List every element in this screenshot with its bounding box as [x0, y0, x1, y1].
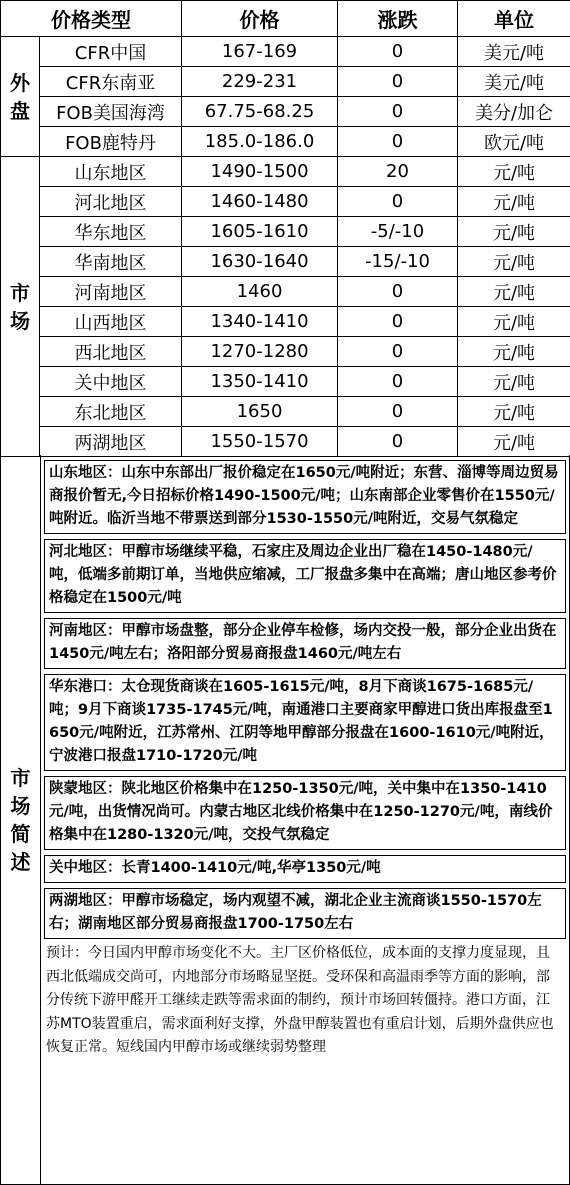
table-row: [1, 37, 570, 67]
table-row: [1, 217, 570, 247]
change-cell: 0: [338, 127, 458, 157]
change-cell: 20: [338, 157, 458, 187]
summary-label-char: 市: [10, 765, 31, 790]
summary-paragraph-hubei-hunan: 两湖地区：甲醇市场稳定，场内观望不减，湖北企业主流商谈1550-1570左右；湖南地区部分贸易商报盘1700-1750左右: [44, 888, 566, 939]
price-type-cell: 东北地区: [40, 397, 182, 427]
table-row: [1, 427, 570, 457]
group-label-char: 盘: [10, 98, 30, 123]
change-cell: 0: [338, 367, 458, 397]
summary-group-label: [0, 455, 41, 1185]
summary-forecast: 预计：今日国内甲醇市场变化不大。主厂区价格低位，成本面的支撑力度显现，且西北低端成交尚可，内地部分市场略显坚挺。受环保和高温雨季等方面的影响，部分传统下游甲醛开工继续走跌等需求面的制约，预计市场回转僵持。港口方面，江苏MTO装置重启，需求面利好支撑，外盘甲醇装置也有重启计划，后期外盘供应也恢复正常。短线国内甲醇市场或继续弱势整理: [46, 945, 554, 1055]
summary-paragraph-east-china-port: 华东港口：太仓现货商谈在1605-1615元/吨，8月下商谈1675-1685元/吨；9月下商谈1735-1745元/吨，南通港口主要商家甲醇进口货出库报盘至1650元/吨附近，江苏常州、江阴等地甲醇部分报盘在1600-1610元/吨附近，宁波港口报盘1710-1720元/吨: [44, 674, 566, 771]
table-row: [1, 127, 570, 157]
change-cell: 0: [338, 397, 458, 427]
unit-cell: 美元/吨: [458, 37, 570, 67]
table-row: [1, 307, 570, 337]
table-row: [1, 97, 570, 127]
price-type-cell: 山东地区: [40, 157, 182, 187]
price-cell: 1490-1500: [182, 157, 338, 187]
table-row: [1, 337, 570, 367]
price-type-cell: FOB鹿特丹: [40, 127, 182, 157]
table-row: [1, 67, 570, 97]
unit-cell: 元/吨: [458, 157, 570, 187]
summary-label-char: 述: [10, 849, 31, 874]
summary-paragraph-guanzhong: 关中地区：长青1400-1410元/吨,华亭1350元/吨: [44, 855, 566, 883]
price-cell: 1605-1610: [182, 217, 338, 247]
unit-cell: 元/吨: [458, 427, 570, 457]
change-cell: 0: [338, 67, 458, 97]
change-cell: -5/-10: [338, 217, 458, 247]
unit-cell: 元/吨: [458, 217, 570, 247]
price-type-cell: 西北地区: [40, 337, 182, 367]
change-cell: 0: [338, 277, 458, 307]
price-type-cell: 华东地区: [40, 217, 182, 247]
group-label: [1, 157, 40, 457]
table-row: [1, 397, 570, 427]
change-cell: 0: [338, 97, 458, 127]
header-unit: 单位: [458, 1, 570, 37]
price-cell: 1650: [182, 397, 338, 427]
table-header-row: [1, 1, 570, 37]
header-price: 价格: [182, 1, 338, 37]
price-type-cell: CFR中国: [40, 37, 182, 67]
header-price-type: 价格类型: [1, 1, 182, 37]
table-row: [1, 247, 570, 277]
change-cell: -15/-10: [338, 247, 458, 277]
price-cell: 1350-1410: [182, 367, 338, 397]
unit-cell: 元/吨: [458, 337, 570, 367]
summary-label-char: 简: [10, 821, 31, 846]
change-cell: 0: [338, 427, 458, 457]
price-cell: 167-169: [182, 37, 338, 67]
group-label-char: 外: [10, 70, 30, 95]
price-type-cell: 关中地区: [40, 367, 182, 397]
unit-cell: 元/吨: [458, 187, 570, 217]
market-summary-section: [0, 455, 570, 1185]
price-type-cell: FOB美国海湾: [40, 97, 182, 127]
unit-cell: 元/吨: [458, 307, 570, 337]
price-cell: 1270-1280: [182, 337, 338, 367]
price-cell: 1460-1480: [182, 187, 338, 217]
table-row: [1, 187, 570, 217]
unit-cell: 元/吨: [458, 277, 570, 307]
change-cell: 0: [338, 337, 458, 367]
table-body: [1, 37, 570, 457]
price-type-cell: 河北地区: [40, 187, 182, 217]
summary-paragraph-shandong: 山东地区：山东中东部出厂报价稳定在1650元/吨附近；东营、淄博等周边贸易商报价暂无,今日招标价格1490-1500元/吨；山东南部企业零售价在1550元/吨附近。临沂当地不带票送到部分1530-1550元/吨附近，交易气氛稳定: [44, 460, 566, 534]
unit-cell: 元/吨: [458, 247, 570, 277]
price-type-cell: 山西地区: [40, 307, 182, 337]
unit-cell: 元/吨: [458, 367, 570, 397]
unit-cell: 美元/吨: [458, 67, 570, 97]
price-cell: 1460: [182, 277, 338, 307]
price-table: [0, 0, 570, 457]
change-cell: 0: [338, 187, 458, 217]
summary-paragraph-shaanxi-inner-mongolia: 陕蒙地区：陕北地区价格集中在1250-1350元/吨，关中集中在1350-1410元/吨，出货情况尚可。内蒙古地区北线价格集中在1250-1270元/吨，南线价格集中在1280-1320元/吨，交投气氛稳定: [44, 776, 566, 850]
header-change: 涨跌: [338, 1, 458, 37]
price-cell: 229-231: [182, 67, 338, 97]
summary-paragraphs: [41, 455, 570, 1185]
table-row: [1, 367, 570, 397]
group-label-char: 市: [10, 280, 30, 305]
price-cell: 1340-1410: [182, 307, 338, 337]
group-label: [1, 37, 40, 157]
unit-cell: 元/吨: [458, 397, 570, 427]
summary-paragraph-hebei: 河北地区：甲醇市场继续平稳，石家庄及周边企业出厂稳在1450-1480元/吨，低端多前期订单，当地供应缩减，工厂报盘多集中在高端；唐山地区参考价格稳定在1500元/吨: [44, 539, 566, 613]
change-cell: 0: [338, 307, 458, 337]
price-cell: 67.75-68.25: [182, 97, 338, 127]
group-label-char: 场: [10, 308, 30, 333]
price-cell: 1630-1640: [182, 247, 338, 277]
price-type-cell: 两湖地区: [40, 427, 182, 457]
price-type-cell: 河南地区: [40, 277, 182, 307]
unit-cell: 美分/加仑: [458, 97, 570, 127]
price-cell: 185.0-186.0: [182, 127, 338, 157]
price-cell: 1550-1570: [182, 427, 338, 457]
unit-cell: 欧元/吨: [458, 127, 570, 157]
price-type-cell: CFR东南亚: [40, 67, 182, 97]
summary-paragraph-henan: 河南地区：甲醇市场盘整，部分企业停车检修，场内交投一般，部分企业出货在1450元/吨左右；洛阳部分贸易商报盘1460元/吨左右: [44, 618, 566, 669]
price-type-cell: 华南地区: [40, 247, 182, 277]
table-row: [1, 157, 570, 187]
table-row: [1, 277, 570, 307]
change-cell: 0: [338, 37, 458, 67]
summary-label-char: 场: [10, 793, 31, 818]
